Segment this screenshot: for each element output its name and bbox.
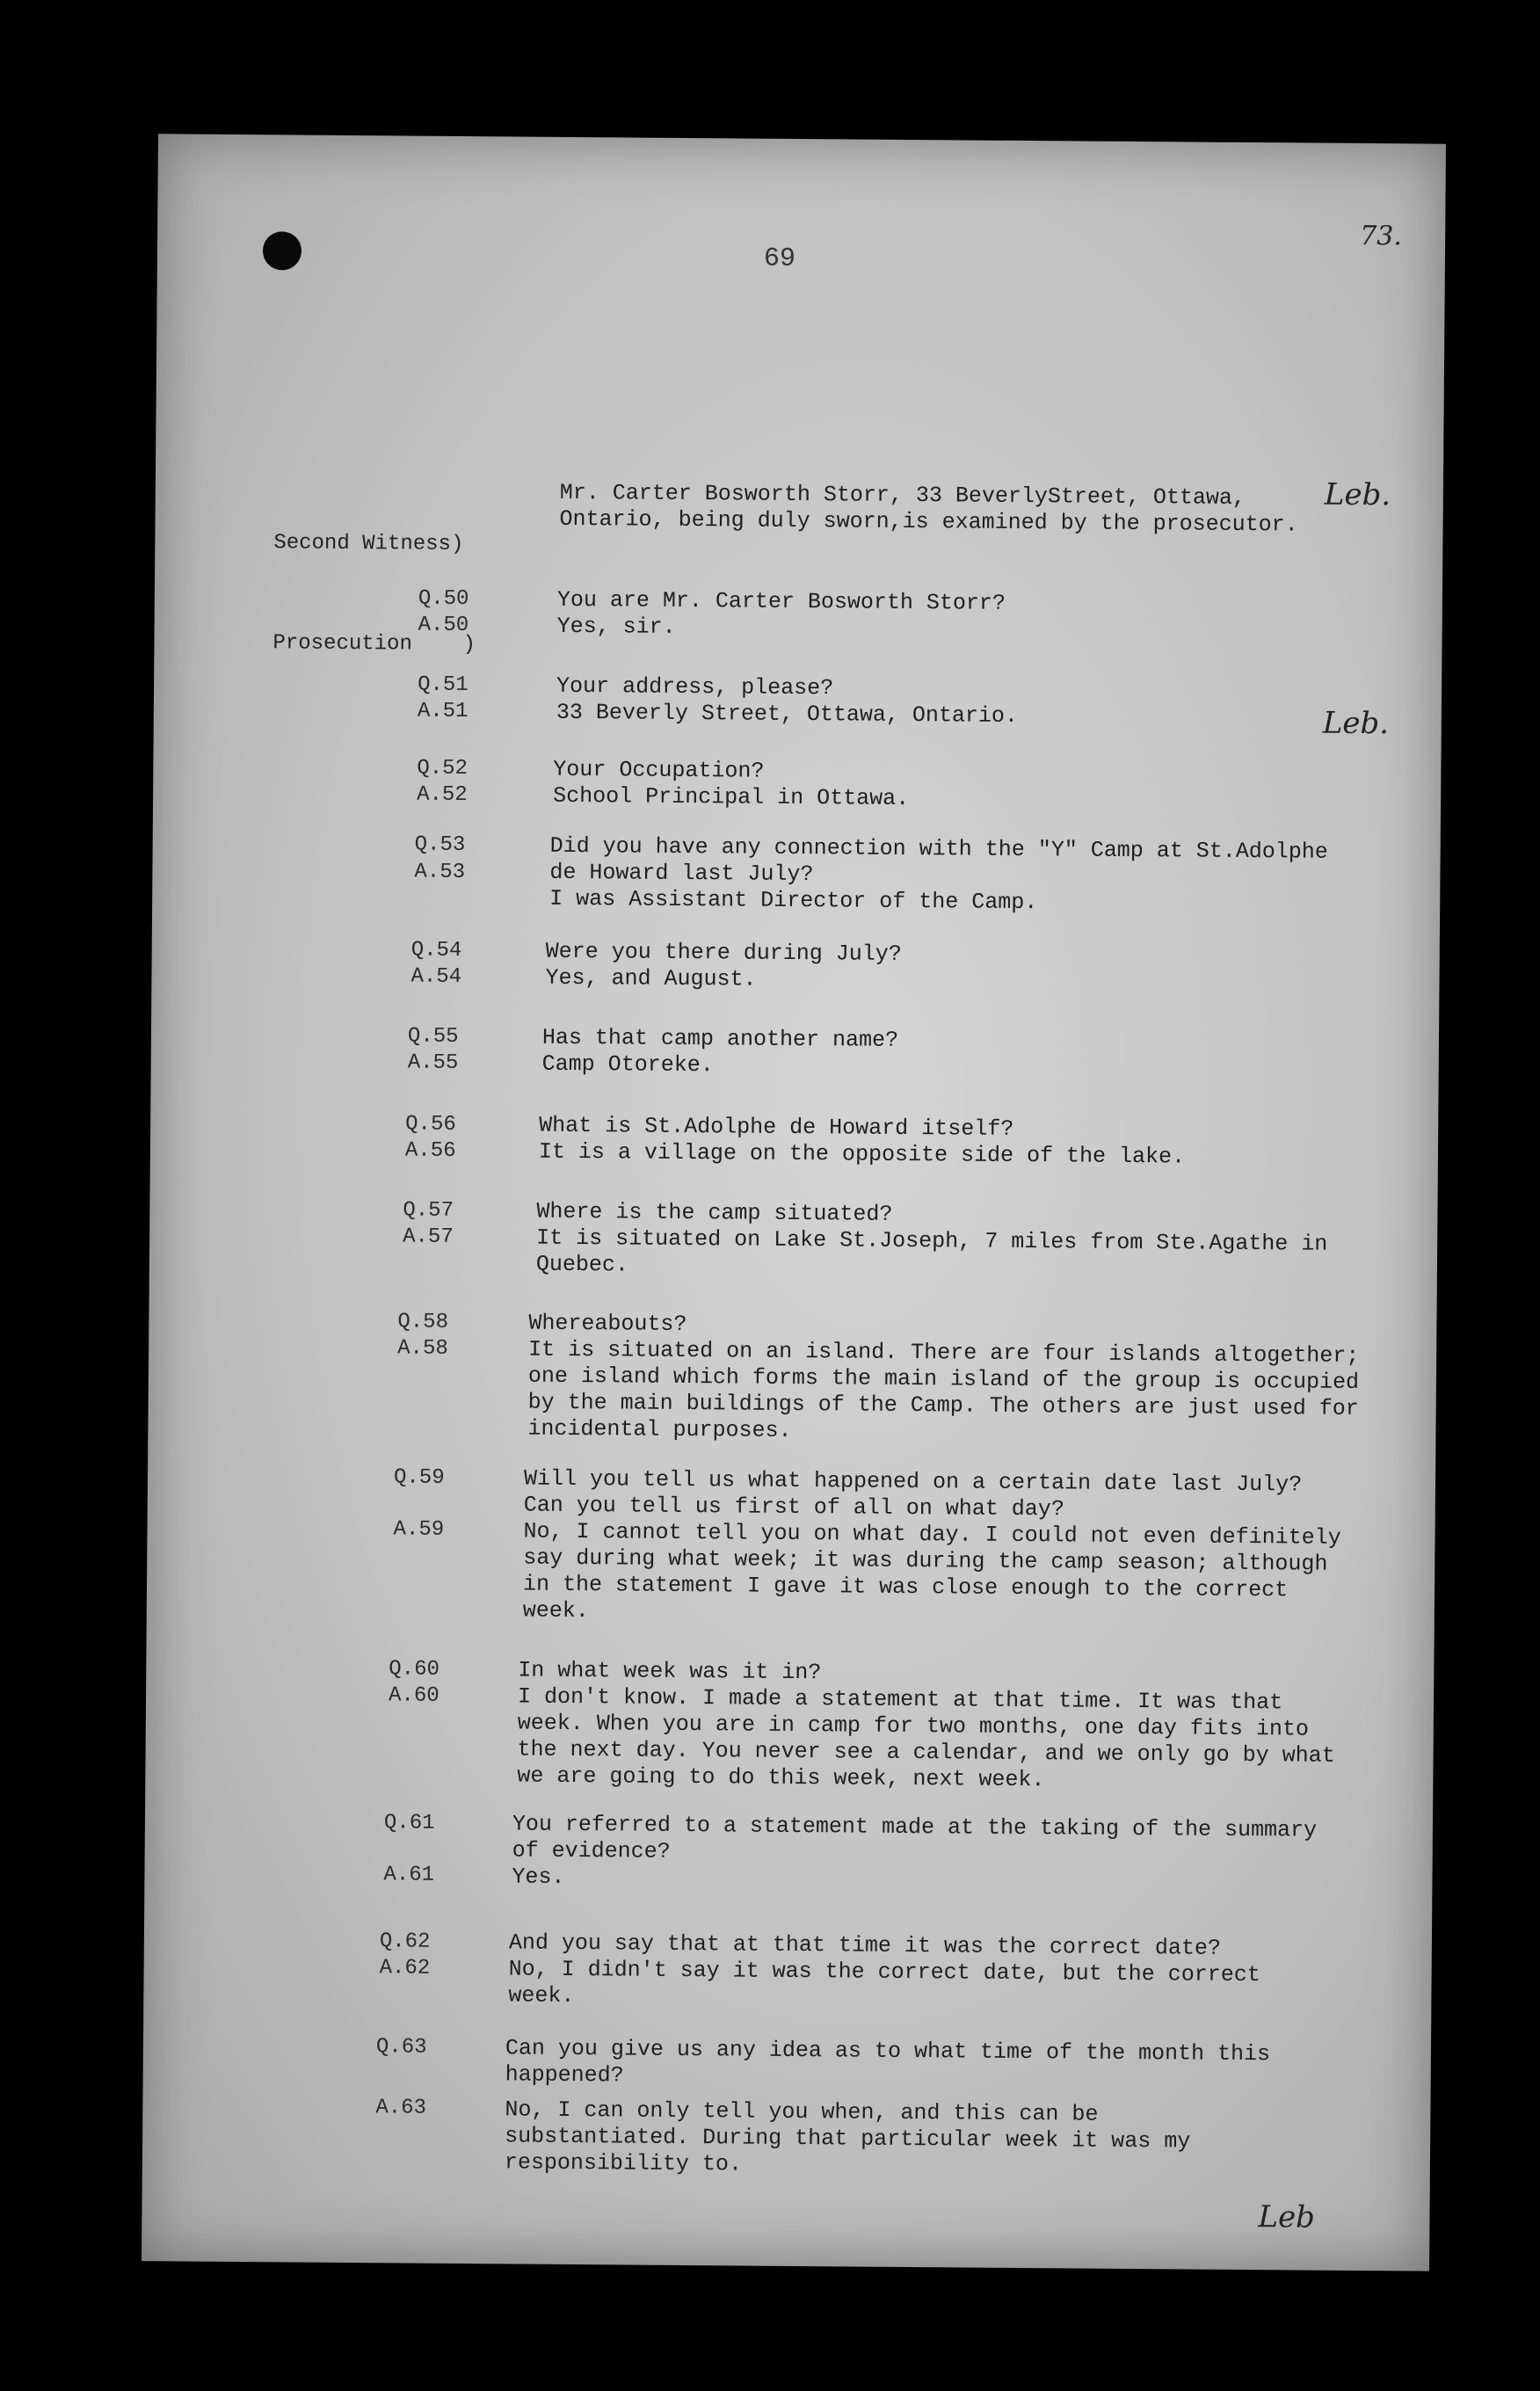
answer-label: A.52 xyxy=(417,782,468,808)
answer-label: A.57 xyxy=(403,1225,454,1249)
answer-label: A.55 xyxy=(407,1050,459,1075)
question-text: Where is the camp situated? xyxy=(536,1198,893,1227)
question-label: Q.55 xyxy=(407,1024,459,1049)
question-text: Did you have any connection with the "Y" Camp at St.Adolphe de Howard last July? xyxy=(549,832,1328,888)
qa-exchange xyxy=(155,584,1442,640)
answer-label: A.50 xyxy=(418,613,469,638)
answer-text: No, I can only tell you when, and this can be substantiated. During that particular week it was my responsibility to. xyxy=(504,2097,1191,2177)
answer-text: It is situated on Lake St.Joseph, 7 miles from Ste.Agathe in Quebec. xyxy=(535,1225,1328,1278)
answer-text: Yes, and August. xyxy=(545,964,757,992)
qa-exchange xyxy=(144,1927,1432,2009)
question-text: Can you give us any idea as to what time of the month this happened? xyxy=(505,2035,1271,2089)
question-text: What is St.Adolphe de Howard itself? xyxy=(539,1112,1014,1142)
question-text: Has that camp another name? xyxy=(541,1024,899,1053)
answer-text: It is situated on an island. There are four islands altogether; one island which forms the main island of the group is occupied by the main buildings of the Camp. The others are just used for incidental purposes. xyxy=(527,1336,1360,1443)
answer-text: I was Assistant Director of the Camp. xyxy=(549,885,1038,916)
question-text: Will you tell us what happened on a certain date last July? Can you tell us first of all on what day? xyxy=(523,1465,1303,1523)
qa-exchange xyxy=(152,935,1440,992)
answer-text: 33 Beverly Street, Ottawa, Ontario. xyxy=(556,699,1019,729)
question-label: Q.61 xyxy=(383,1811,435,1835)
question-text: Were you there during July? xyxy=(545,938,902,967)
qa-exchange xyxy=(153,830,1441,916)
question-text: Your address, please? xyxy=(556,672,834,701)
qa-exchange xyxy=(150,1109,1438,1170)
answer-text: It is a village on the opposite side of the lake. xyxy=(538,1138,1186,1170)
question-label: Q.60 xyxy=(389,1657,440,1682)
answer-text: I don't know. I made a statement at that time. It was that week. When you are in camp for two months, one day fits into the next day. You never see a calendar, and we only go by what we are going to do this week, next week. xyxy=(517,1683,1335,1793)
handwritten-initials: Leb. xyxy=(1324,476,1391,513)
answer-text: School Principal in Ottawa. xyxy=(553,782,910,811)
question-label: Q.50 xyxy=(418,586,469,612)
handwritten-initials: Leb. xyxy=(1322,705,1390,742)
qa-exchange xyxy=(153,753,1441,811)
question-text: You are Mr. Carter Bosworth Storr? xyxy=(556,586,1006,616)
answer-text: Yes. xyxy=(512,1864,565,1890)
question-text: Your Occupation? xyxy=(553,756,765,784)
answer-text: Yes, sir. xyxy=(556,613,676,640)
answer-text: Camp Otoreke. xyxy=(541,1050,714,1079)
qa-exchange xyxy=(146,1654,1434,1793)
question-label: Q.52 xyxy=(417,756,469,781)
answer-label: A.54 xyxy=(410,964,462,989)
qa-exchange xyxy=(151,1021,1439,1079)
question-label: Q.53 xyxy=(414,832,466,858)
page-number: 69 xyxy=(763,243,796,274)
answer-text: No, I didn't say it was the correct date, but the correct week. xyxy=(508,1956,1260,2009)
answer-label: A.63 xyxy=(375,2096,427,2120)
qa-exchange xyxy=(149,1307,1437,1443)
witness-label-line: Second Witness) xyxy=(273,531,464,556)
question-label: Q.56 xyxy=(405,1112,456,1137)
answer-label: A.61 xyxy=(383,1863,435,1887)
qa-exchange xyxy=(145,1808,1433,1890)
folio-number: 73. xyxy=(1360,220,1403,252)
answer-label: A.59 xyxy=(393,1517,445,1542)
document-page xyxy=(142,134,1446,2271)
witness-intro: Mr. Carter Bosworth Storr, 33 BeverlyStreet, Ottawa, Ontario, being duly sworn,is examined by the prosecutor. xyxy=(559,479,1298,538)
answer-label: A.51 xyxy=(417,699,469,724)
question-label: Q.54 xyxy=(410,938,462,963)
question-label: Q.58 xyxy=(397,1310,449,1334)
transcript-exchanges xyxy=(142,134,1446,2271)
qa-exchange xyxy=(148,1463,1435,1624)
answer-label: A.60 xyxy=(388,1683,439,1708)
question-label: Q.57 xyxy=(403,1198,454,1223)
qa-exchange xyxy=(150,1196,1438,1278)
witness-label-line: Prosecution ) xyxy=(272,631,476,658)
answer-text: No, I cannot tell you on what day. I could not even definitely say during what week; it was during the camp season; although in the statement I gave it was close enough to the correct week. xyxy=(522,1518,1341,1624)
question-label: Q.51 xyxy=(418,672,469,698)
answer-label: A.58 xyxy=(397,1336,448,1361)
question-text: You referred to a statement made at the taking of the summary of evidence? xyxy=(512,1811,1318,1864)
qa-exchange xyxy=(143,2032,1431,2177)
answer-label: A.53 xyxy=(414,860,466,885)
question-label: Q.59 xyxy=(393,1465,445,1490)
handwritten-initials: Leb xyxy=(1258,2199,1316,2235)
answer-label: A.62 xyxy=(379,1956,431,1980)
question-label: Q.62 xyxy=(379,1930,431,1954)
question-text: Whereabouts? xyxy=(528,1310,687,1338)
question-text: And you say that at that time it was the correct date? xyxy=(508,1930,1222,1961)
question-text: In what week was it in? xyxy=(518,1657,822,1686)
answer-label: A.56 xyxy=(404,1138,456,1163)
question-label: Q.63 xyxy=(375,2035,427,2060)
